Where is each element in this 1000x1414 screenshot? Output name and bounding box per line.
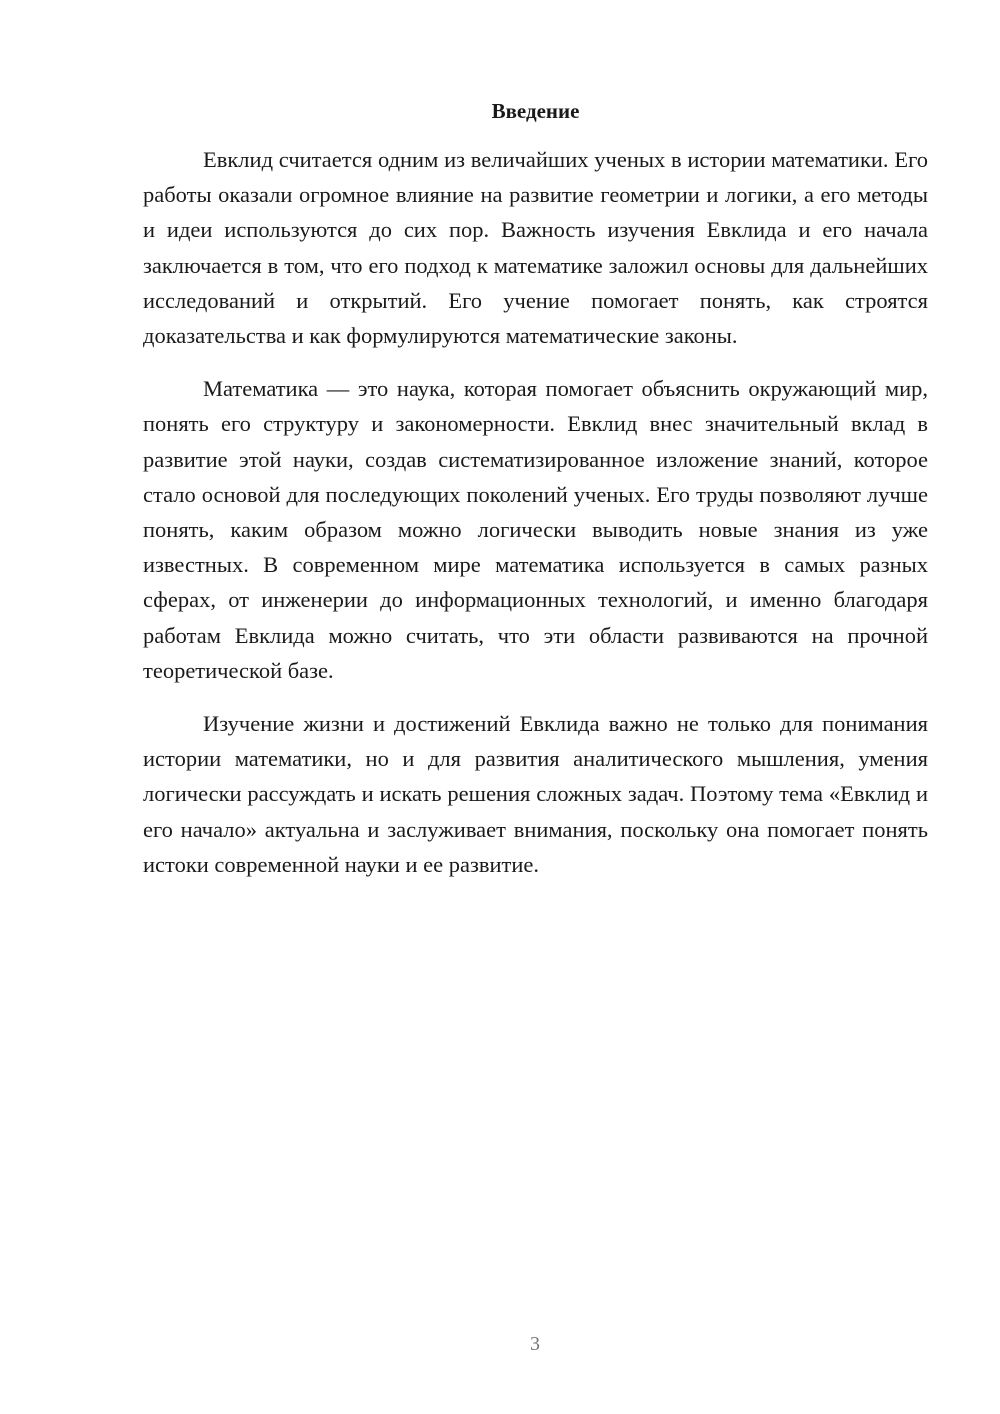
section-heading: Введение xyxy=(491,99,580,123)
paragraph-2: Математика — это наука, которая помогает объяснить окружающий мир, понять его структуру и закономерности. Евклид внес значительный вклад в развитие этой науки, создав систематизированное изложение знаний, которое стало основой для последующих поколений ученых. Его труды позволяют лучше понять, каким образом можно логически выводить новые знания из уже известных. В современном мире математика используется в самых разных сферах, от инженерии до информационных технологий, и именно благодаря работам Евклида можно считать, что эти области развиваются на прочной теоретической базе. xyxy=(143,376,928,683)
page-number: 3 xyxy=(530,1333,540,1355)
body-text xyxy=(143,142,928,900)
paragraph-3: Изучение жизни и достижений Евклида важно не только для понимания истории математики, но и для развития аналитического мышления, умения логически рассуждать и искать решения сложных задач. Поэтому тема «Евклид и его начало» актуальна и заслуживает внимания, поскольку она помогает понять истоки современной науки и ее развитие. xyxy=(143,711,928,877)
paragraph-1: Евклид считается одним из величайших ученых в истории математики. Его работы оказали огромное влияние на развитие геометрии и логики, а его методы и идеи используются до сих пор. Важность изучения Евклида и его начала заключается в том, что его подход к математике заложил основы для дальнейших исследований и открытий. Его учение помогает понять, как строятся доказательства и как формулируются математические законы. xyxy=(143,147,928,349)
